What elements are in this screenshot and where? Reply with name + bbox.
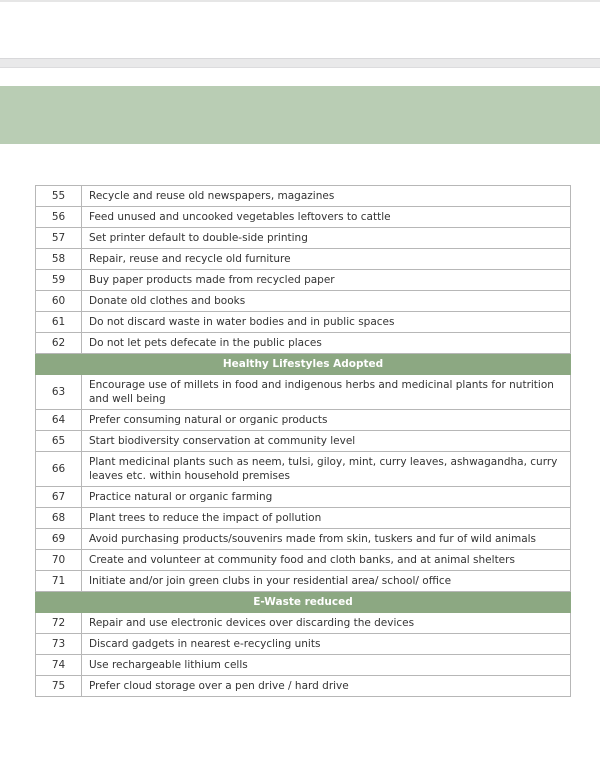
row-number: 68 [36, 508, 82, 529]
table-row [36, 312, 571, 333]
table-row [36, 431, 571, 452]
actions-table [35, 185, 571, 697]
row-text: Plant trees to reduce the impact of pollution [82, 508, 571, 529]
table-row [36, 186, 571, 207]
row-text: Use rechargeable lithium cells [82, 655, 571, 676]
table-row [36, 375, 571, 410]
table-row [36, 291, 571, 312]
row-number: 61 [36, 312, 82, 333]
row-text: Prefer cloud storage over a pen drive / hard drive [82, 676, 571, 697]
row-number: 62 [36, 333, 82, 354]
row-text: Repair, reuse and recycle old furniture [82, 249, 571, 270]
row-number: 67 [36, 487, 82, 508]
table-row [36, 333, 571, 354]
row-text: Buy paper products made from recycled paper [82, 270, 571, 291]
table-row [36, 634, 571, 655]
section-title: Healthy Lifestyles Adopted [36, 354, 571, 375]
row-number: 58 [36, 249, 82, 270]
section-header-healthy-lifestyles [36, 354, 571, 375]
table-row [36, 613, 571, 634]
row-text: Donate old clothes and books [82, 291, 571, 312]
row-text: Discard gadgets in nearest e-recycling units [82, 634, 571, 655]
row-text: Start biodiversity conservation at community level [82, 431, 571, 452]
table-row [36, 676, 571, 697]
row-number: 60 [36, 291, 82, 312]
row-number: 55 [36, 186, 82, 207]
section-header-e-waste [36, 592, 571, 613]
row-number: 65 [36, 431, 82, 452]
row-number: 59 [36, 270, 82, 291]
section-title: E-Waste reduced [36, 592, 571, 613]
table-row [36, 228, 571, 249]
row-number: 71 [36, 571, 82, 592]
row-number: 63 [36, 375, 82, 410]
row-text: Initiate and/or join green clubs in your residential area/ school/ office [82, 571, 571, 592]
row-number: 57 [36, 228, 82, 249]
row-number: 74 [36, 655, 82, 676]
table-row [36, 207, 571, 228]
table-row [36, 508, 571, 529]
table-row [36, 410, 571, 431]
row-number: 73 [36, 634, 82, 655]
row-text: Plant medicinal plants such as neem, tulsi, giloy, mint, curry leaves, ashwagandha, curry leaves etc. within household premises [82, 452, 571, 487]
row-number: 64 [36, 410, 82, 431]
table-row [36, 571, 571, 592]
row-text: Create and volunteer at community food and cloth banks, and at animal shelters [82, 550, 571, 571]
row-text: Do not discard waste in water bodies and in public spaces [82, 312, 571, 333]
table-row [36, 452, 571, 487]
green-header-banner [0, 86, 600, 144]
table-row [36, 655, 571, 676]
row-text: Encourage use of millets in food and indigenous herbs and medicinal plants for nutrition and well being [82, 375, 571, 410]
table-row [36, 550, 571, 571]
row-text: Feed unused and uncooked vegetables leftovers to cattle [82, 207, 571, 228]
row-text: Repair and use electronic devices over discarding the devices [82, 613, 571, 634]
gray-header-band [0, 58, 600, 68]
top-divider [0, 0, 600, 2]
row-text: Set printer default to double-side printing [82, 228, 571, 249]
table-row [36, 529, 571, 550]
table-row [36, 249, 571, 270]
row-number: 72 [36, 613, 82, 634]
row-text: Avoid purchasing products/souvenirs made from skin, tuskers and fur of wild animals [82, 529, 571, 550]
table-row [36, 270, 571, 291]
row-text: Practice natural or organic farming [82, 487, 571, 508]
row-number: 56 [36, 207, 82, 228]
row-number: 66 [36, 452, 82, 487]
row-text: Prefer consuming natural or organic products [82, 410, 571, 431]
row-text: Recycle and reuse old newspapers, magazines [82, 186, 571, 207]
table-row [36, 487, 571, 508]
row-number: 69 [36, 529, 82, 550]
row-text: Do not let pets defecate in the public places [82, 333, 571, 354]
row-number: 75 [36, 676, 82, 697]
row-number: 70 [36, 550, 82, 571]
